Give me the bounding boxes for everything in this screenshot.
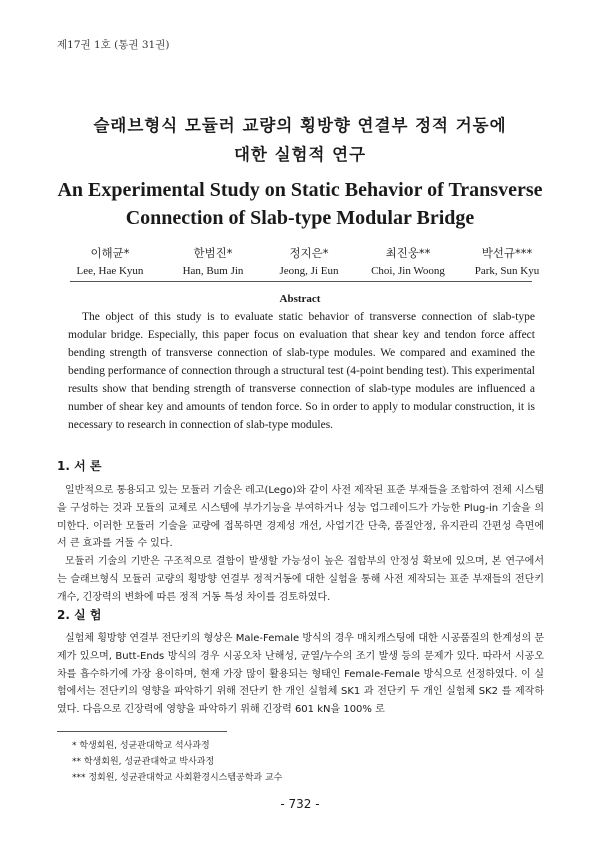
author-5	[452, 245, 562, 277]
abstract-text: The object of this study is to evaluate static behavior of transverse connection of slab-type modular bridge. Especially, this paper focus on evaluation that shear key and tendon force affect bending strength of transverse connection of slab-type modules. We compared and examined the bending performance of connection through a structural test (4-point bending test). This experimental results show that bending strength of transverse connection of slab-type modules are influenced a number of shear key and amounts of tendon force. So in order to apply to modular construction, it is necessary to research in connection of slab-type modules.	[68, 311, 535, 431]
footnote: * 학생회원, 성균관대학교 석사과정	[72, 741, 210, 751]
section-introduction-body	[57, 482, 544, 607]
author-1	[55, 245, 165, 277]
paragraph: 일반적으로 통용되고 있는 모듈러 기술은 레고(Lego)와 같이 사전 제작된 표준 부재들을 조합하여 전체 시스템을 구성하는 것과 모듈의 교체로 시스템에 부가기능을 부여하거나 성능 업그레이드가 가능한 Plug-in 기술을 의미한다. 이러한 모듈러 기술을 교량에 접목하면 경제성 개선, 사업기간 단축, 품질안정, 유지관리 간편성 측면에서 큰 효과를 거둘 수 있다.	[57, 485, 544, 550]
paragraph: 모듈러 기술의 기반은 구조적으로 결함이 발생할 가능성이 높은 접합부의 안정성 확보에 있으며, 본 연구에서는 슬래브형식 모듈러 교량의 횡방향 연결부 정적거동에 대한 실험을 통해 사전 제작되는 표준 부재들의 전단키 개수, 긴장력의 변화에 따른 정적 거동 특성 차이를 검토하였다.	[57, 556, 544, 603]
section-heading-introduction: 1. 서 론	[57, 459, 102, 473]
english-title-line-2: Connection of Slab-type Modular Bridge	[125, 207, 475, 229]
author-name-ko: 한범진*	[193, 246, 233, 260]
author-name-ko: 정지은*	[289, 246, 329, 260]
author-name-ko: 이해균*	[90, 246, 130, 260]
footnote-divider	[57, 731, 227, 732]
journal-volume: 제17권 1호 (통권 31권)	[57, 39, 170, 51]
author-name-en: Choi, Jin Woong	[371, 265, 445, 277]
korean-title-line-2: 대한 실험적 연구	[233, 145, 367, 164]
abstract-body	[68, 308, 535, 434]
author-name-en: Jeong, Ji Eun	[279, 265, 339, 277]
english-title-line-1: An Experimental Study on Static Behavior of Transverse	[57, 179, 543, 201]
author-3	[254, 245, 364, 277]
footnote: *** 정회원, 성균관대학교 사회환경시스템공학과 교수	[72, 773, 283, 783]
footnote: ** 학생회원, 성균관대학교 박사과정	[72, 757, 215, 767]
author-2	[158, 245, 268, 277]
paragraph: 실험체 횡방향 연결부 전단키의 형상은 Male-Female 방식의 경우 매치캐스팅에 대한 시공품질의 한계성의 문제가 있으며, Butt-Ends 방식의 경우 시공오차 난해성, 균열/누수의 조기 발생 등의 문제가 있다. 따라서 시공오차를 흡수하기에 가장 용이하며, 현재 가장 많이 활용되는 형태인 Female-Female 방식으로 선정하였다. 이 실험에서는 전단키의 영향을 파악하기 위해 전단키 한 개인 실험체 SK1 과 전단키 두 개인 실험체 SK2 를 제작하였다. 다음으로 긴장력에 영향을 파악하기 위해 긴장력 601 kN을 100% 로	[57, 633, 544, 716]
header-divider	[70, 281, 532, 282]
author-name-ko: 박선규***	[481, 246, 533, 260]
author-name-ko: 최진웅**	[385, 246, 431, 260]
author-name-en: Park, Sun Kyu	[474, 265, 540, 277]
author-4	[353, 245, 463, 277]
page-number: - 732 -	[280, 797, 320, 811]
footnotes	[72, 738, 282, 786]
section-heading-experiment: 2. 실 험	[57, 608, 102, 622]
author-name-en: Han, Bum Jin	[182, 265, 244, 277]
author-name-en: Lee, Hae Kyun	[76, 265, 144, 277]
korean-title-line-1: 슬래브형식 모듈러 교량의 횡방향 연결부 정적 거동에	[93, 116, 507, 135]
abstract-heading: Abstract	[279, 293, 321, 305]
section-experiment-body	[57, 630, 544, 719]
